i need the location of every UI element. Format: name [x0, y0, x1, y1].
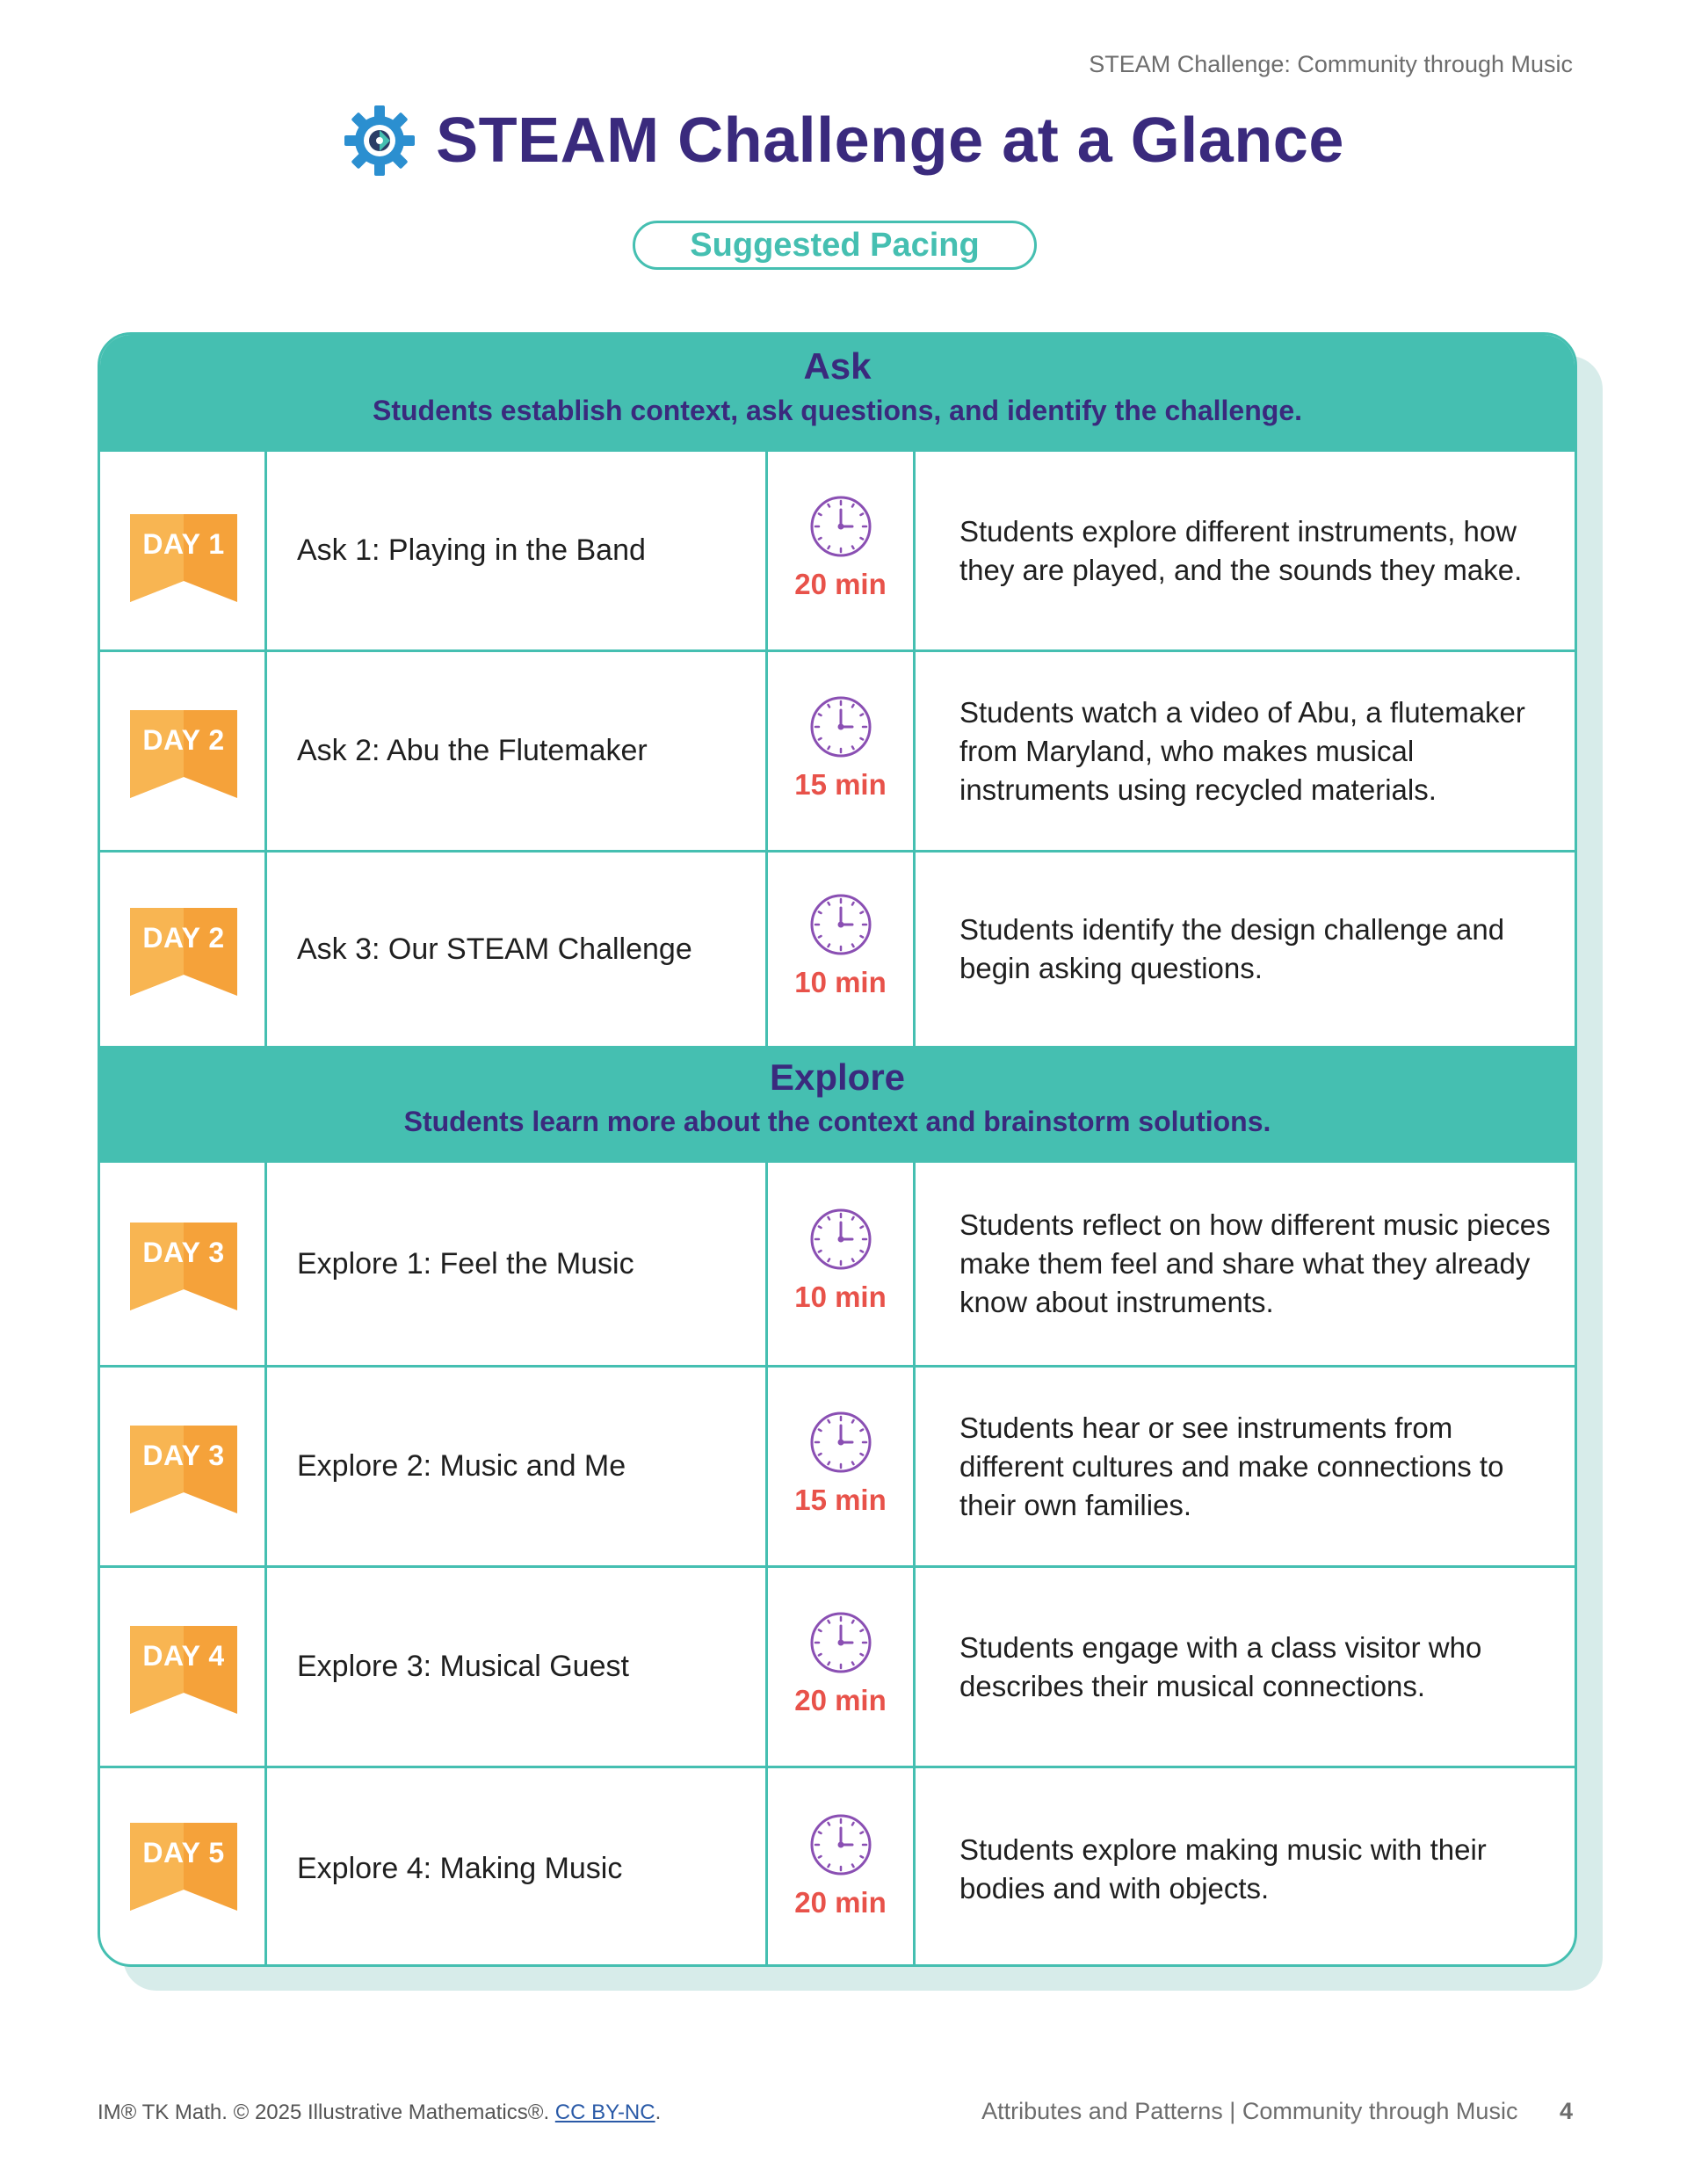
activity-name: Ask 3: Our STEAM Challenge [267, 853, 768, 1046]
day-cell [100, 1768, 267, 1967]
activity-name: Ask 2: Abu the Flutemaker [267, 652, 768, 850]
unit-title: Attributes and Patterns | Community through Music [981, 2098, 1518, 2124]
clock-icon [808, 892, 873, 957]
copyright-text: IM® TK Math. © 2025 Illustrative Mathematics®. [98, 2101, 550, 2124]
activity-name: Explore 3: Musical Guest [267, 1568, 768, 1766]
table-row [100, 1160, 1575, 1365]
pacing-table [98, 332, 1577, 1967]
activity-name: Explore 4: Making Music [267, 1768, 768, 1967]
page-number: 4 [1559, 2098, 1573, 2124]
activity-name: Explore 1: Feel the Music [267, 1163, 768, 1365]
activity-name: Ask 1: Playing in the Band [267, 452, 768, 649]
day-label: DAY 5 [142, 1837, 225, 1868]
time-label: 10 min [794, 966, 887, 998]
activity-description: Students explore making music with their bodies and with objects. [959, 1832, 1487, 1905]
table-row [100, 1766, 1575, 1967]
license-suffix: . [655, 2101, 662, 2124]
activity-description: Students engage with a class visitor who describes their musical connections. [959, 1630, 1482, 1702]
clock-icon [808, 1812, 873, 1877]
clock-icon [808, 694, 873, 759]
section-title: Explore [769, 1056, 906, 1098]
day-label: DAY 2 [142, 922, 225, 954]
day-cell [100, 452, 267, 649]
time-label: 20 min [794, 1885, 887, 1919]
suggested-pacing-label: Suggested Pacing [633, 221, 1037, 270]
page-title: STEAM Challenge at a Glance [436, 105, 1344, 176]
table-row [100, 850, 1575, 1046]
title-row [0, 104, 1687, 178]
day-label: DAY 3 [142, 1440, 225, 1471]
activity-description: Students watch a video of Abu, a flutemaker from Maryland, who makes musical instruments using recycled materials. [959, 695, 1525, 806]
table-row [100, 649, 1575, 850]
clock-icon [808, 1207, 873, 1272]
table-row [100, 449, 1575, 649]
time-cell [768, 452, 916, 649]
day-badge [130, 1426, 237, 1513]
time-label: 15 min [794, 767, 887, 801]
time-label: 15 min [794, 1483, 887, 1516]
day-badge [130, 514, 237, 602]
running-head: STEAM Challenge: Community through Music [1089, 51, 1573, 77]
section-header-explore [100, 1046, 1575, 1160]
day-cell [100, 652, 267, 850]
activity-description: Students hear or see instruments from different cultures and make connections to their own families. [959, 1411, 1504, 1521]
day-label: DAY 4 [142, 1640, 225, 1672]
time-cell [768, 1568, 916, 1766]
time-cell [768, 1163, 916, 1365]
day-label: DAY 2 [142, 724, 225, 756]
day-cell [100, 1368, 267, 1565]
time-label: 10 min [794, 1281, 887, 1313]
time-label: 20 min [794, 567, 887, 600]
section-subtitle: Students learn more about the context and brainstorm solutions. [403, 1106, 1271, 1137]
day-label: DAY 1 [142, 528, 225, 560]
time-cell [768, 853, 916, 1046]
day-badge [130, 1823, 237, 1911]
footer-copyright [98, 2101, 661, 2125]
footer-unit [981, 2098, 1573, 2125]
time-cell [768, 652, 916, 850]
day-badge [130, 1223, 237, 1310]
day-cell [100, 1163, 267, 1365]
activity-description: Students identify the design challenge and begin asking questions. [959, 913, 1505, 984]
day-label: DAY 3 [142, 1237, 225, 1268]
clock-icon [808, 1410, 873, 1475]
clock-icon [808, 494, 873, 559]
time-cell [768, 1368, 916, 1565]
clock-icon [808, 1610, 873, 1675]
activity-name: Explore 2: Music and Me [267, 1368, 768, 1565]
time-cell [768, 1768, 916, 1967]
day-cell [100, 1568, 267, 1766]
day-badge [130, 710, 237, 798]
day-badge [130, 908, 237, 996]
gear-icon [343, 104, 416, 178]
activity-description: Students reflect on how different music pieces make them feel and share what they already know about instruments. [959, 1208, 1551, 1318]
section-header-ask [100, 335, 1575, 449]
section-subtitle: Students establish context, ask questions, and identify the challenge. [373, 395, 1302, 426]
activity-description: Students explore different instruments, how they are played, and the sounds they make. [959, 514, 1523, 586]
table-row [100, 1565, 1575, 1766]
time-label: 20 min [794, 1683, 887, 1716]
table-row [100, 1365, 1575, 1565]
section-title: Ask [803, 345, 872, 387]
license-link[interactable]: CC BY-NC [554, 2101, 655, 2124]
day-badge [130, 1626, 237, 1714]
day-cell [100, 853, 267, 1046]
